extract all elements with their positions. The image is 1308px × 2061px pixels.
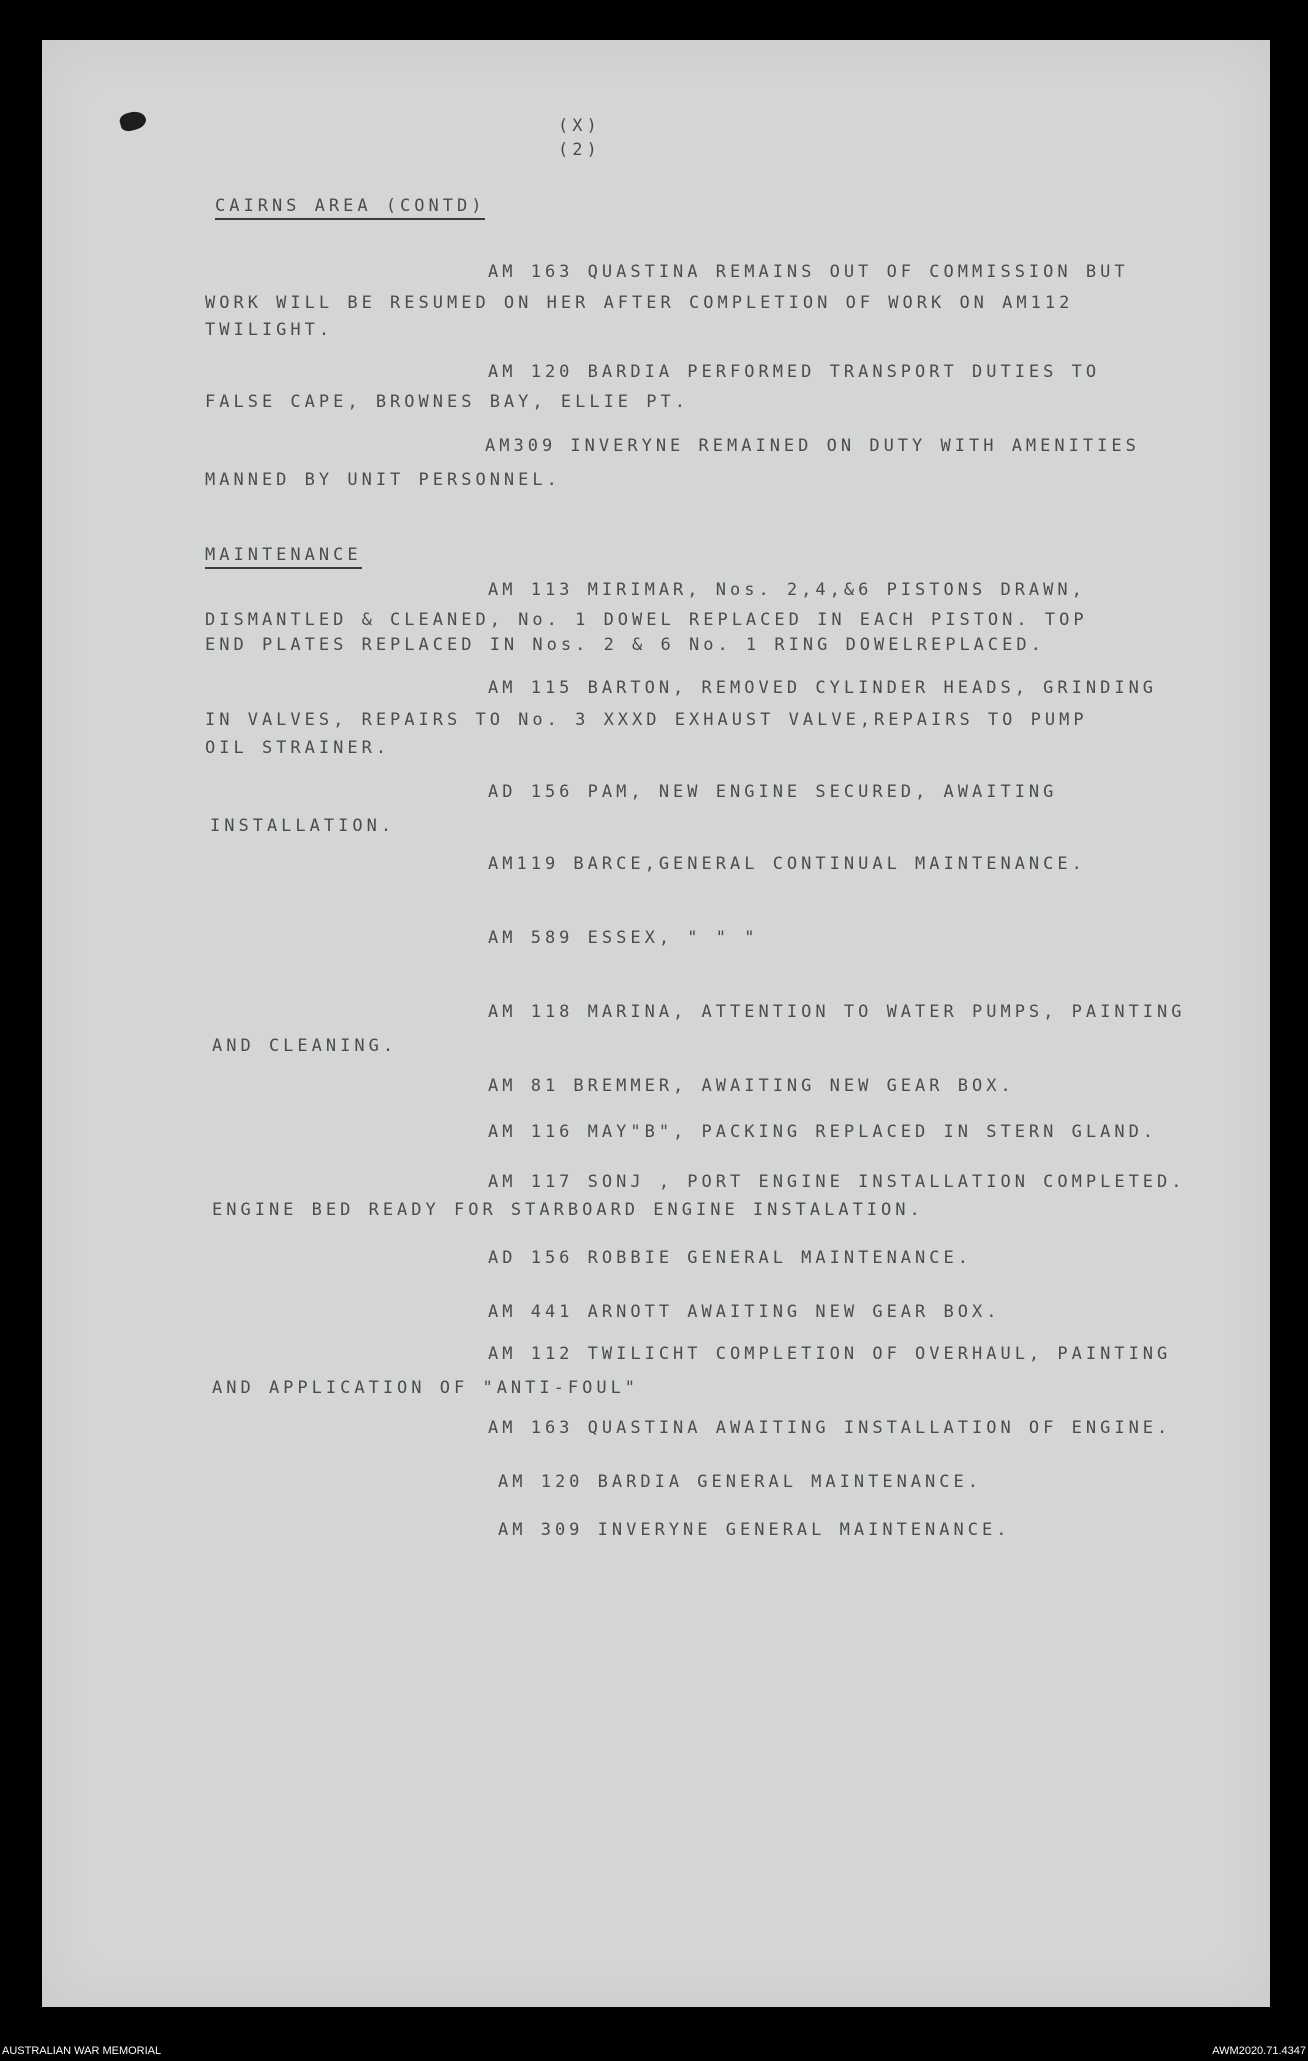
maint-item5-line1: AM 589 ESSEX, " " " <box>488 928 759 948</box>
maint-item14-line1: AM 120 BARDIA GENERAL MAINTENANCE. <box>498 1472 982 1492</box>
cairns-para1-line3: TWILIGHT. <box>205 320 334 340</box>
maint-item15-line1: AM 309 INVERYNE GENERAL MAINTENANCE. <box>498 1520 1011 1540</box>
maint-item3-line2: INSTALLATION. <box>210 816 396 836</box>
maint-item6-line2: AND CLEANING. <box>212 1036 398 1056</box>
maint-item3-line1: AD 156 PAM, NEW ENGINE SECURED, AWAITING <box>488 782 1058 802</box>
maint-item10-line1: AD 156 ROBBIE GENERAL MAINTENANCE. <box>488 1248 972 1268</box>
maint-item9-line2: ENGINE BED READY FOR STARBOARD ENGINE INSTALATION. <box>212 1200 924 1220</box>
cairns-para3-line1: AM309 INVERYNE REMAINED ON DUTY WITH AMENITIES <box>485 436 1140 456</box>
page-number-line1: (X) <box>558 116 601 136</box>
maint-item2-line2: IN VALVES, REPAIRS TO No. 3 XXXD EXHAUST VALVE,REPAIRS TO PUMP <box>205 710 1088 730</box>
maint-item9-line1: AM 117 SONJ , PORT ENGINE INSTALLATION COMPLETED. <box>488 1172 1186 1192</box>
cairns-para3-line2: MANNED BY UNIT PERSONNEL. <box>205 470 561 490</box>
cairns-para1-line1: AM 163 QUASTINA REMAINS OUT OF COMMISSION BUT <box>488 262 1129 282</box>
cairns-para1-line2: WORK WILL BE RESUMED ON HER AFTER COMPLETION OF WORK ON AM112 <box>205 293 1074 313</box>
maint-item6-line1: AM 118 MARINA, ATTENTION TO WATER PUMPS, PAINTING <box>488 1002 1186 1022</box>
maint-item11-line1: AM 441 ARNOTT AWAITING NEW GEAR BOX. <box>488 1302 1001 1322</box>
maint-item4-line1: AM119 BARCE,GENERAL CONTINUAL MAINTENANCE. <box>488 854 1086 874</box>
footer-accession-id: AWM2020.71.4347 <box>1212 2045 1306 2057</box>
page-number-line2: (2) <box>558 140 601 160</box>
cairns-para2-line1: AM 120 BARDIA PERFORMED TRANSPORT DUTIES TO <box>488 362 1101 382</box>
maint-item2-line1: AM 115 BARTON, REMOVED CYLINDER HEADS, GRINDING <box>488 678 1158 698</box>
maint-item13-line1: AM 163 QUASTINA AWAITING INSTALLATION OF ENGINE. <box>488 1418 1172 1438</box>
maint-item8-line1: AM 116 MAY"B", PACKING REPLACED IN STERN GLAND. <box>488 1122 1158 1142</box>
maint-item2-line3: OIL STRAINER. <box>205 738 391 758</box>
maint-item12-line1: AM 112 TWILICHT COMPLETION OF OVERHAUL, PAINTING <box>488 1344 1172 1364</box>
cairns-heading: CAIRNS AREA (CONTD) <box>215 198 485 220</box>
footer-institution: AUSTRALIAN WAR MEMORIAL <box>2 2045 162 2057</box>
maint-item1-line3: END PLATES REPLACED IN Nos. 2 & 6 No. 1 RING DOWELREPLACED. <box>205 635 1045 655</box>
maint-item7-line1: AM 81 BREMMER, AWAITING NEW GEAR BOX. <box>488 1076 1015 1096</box>
maint-item1-line2: DISMANTLED & CLEANED, No. 1 DOWEL REPLACED IN EACH PISTON. TOP <box>205 610 1088 630</box>
maint-item12-line2: AND APPLICATION OF "ANTI-FOUL" <box>212 1378 640 1398</box>
maint-item1-line1: AM 113 MIRIMAR, Nos. 2,4,&6 PISTONS DRAWN, <box>488 580 1086 600</box>
maintenance-heading: MAINTENANCE <box>205 547 362 569</box>
cairns-para2-line2: FALSE CAPE, BROWNES BAY, ELLIE PT. <box>205 392 689 412</box>
